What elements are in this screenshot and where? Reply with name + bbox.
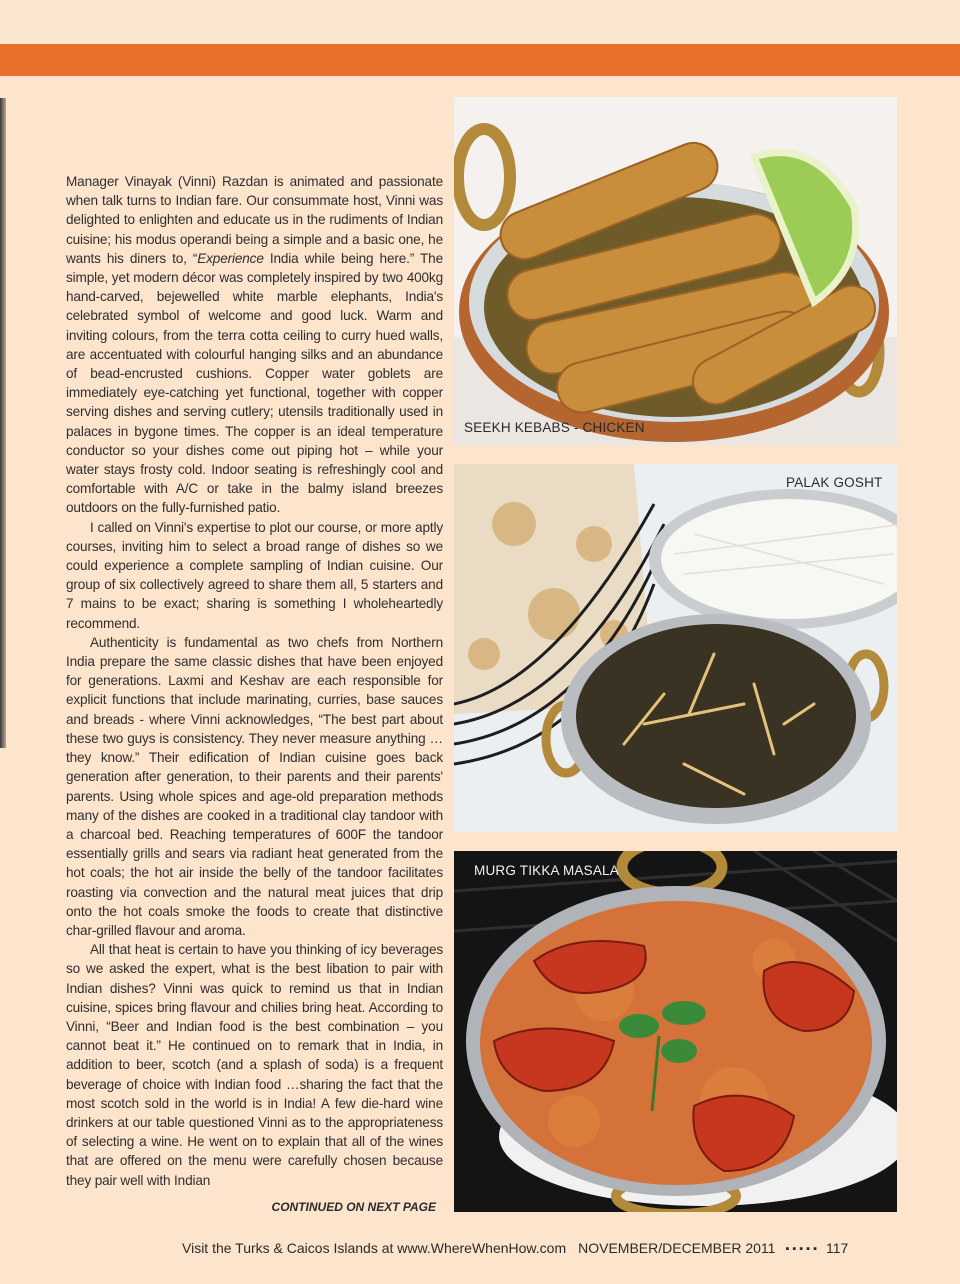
footer-issue: NOVEMBER/DECEMBER 2011 <box>578 1240 776 1256</box>
page-spine-shadow <box>0 98 6 748</box>
footer-dot-separator: ▪▪▪▪▪ <box>785 1243 820 1255</box>
article-body <box>66 172 443 1190</box>
photo-murg-tikka-masala <box>454 851 897 1212</box>
photo-palak-gosht <box>454 464 897 832</box>
page-number: 117 <box>825 1240 849 1256</box>
continued-note: CONTINUED ON NEXT PAGE <box>271 1200 436 1214</box>
caption-seekh-kebabs: SEEKH KEBABS - CHICKEN <box>464 420 645 435</box>
top-margin <box>0 0 960 44</box>
caption-murg-tikka-masala: MURG TIKKA MASALA <box>474 863 619 878</box>
article-paragraph-4: All that heat is certain to have you thinking of icy beverages so we asked the expert, what is the best libation to pair with Indian dishes? Vinni was quick to remind us that in Indian cuisine, spices bring flavour and chilies bring heat. According to Vinni, “Beer and Indian food is the best combination – you cannot beat it.” He continued on to remark that in India, in addition to beer, scotch (and a splash of soda) is a frequent beverage of choice with Indian food …sharing the fact that the most scotch sold in the world is in India! A few die-hard wine drinkers at our table questioned Vinni as to the appropriateness of selecting a wine. He went on to explain that all of the wines that are offered on the menu were carefully chosen because they pair well with Indian <box>66 942 443 1188</box>
palak-gosht-illustration <box>454 464 897 832</box>
seekh-kebab-illustration <box>454 97 897 445</box>
article-paragraph-1: Manager Vinayak (Vinni) Razdan is animated and passionate when talk turns to Indian fare. Our consummate host, Vinni was delighted to enlighten and educate us in the rudiments of Indian cuisine; his modus operandi being a simple and a basic one, he wants his diners to, “Experience India while being here.” The simple, yet modern décor was completely inspired by two 400kg hand-carved, bejewelled white marble elephants, India's celebrated symbol of welcome and good luck. Warm and inviting colours, from the terra cotta ceiling to curry hued walls, are accentuated with colourful hanging silks and an abundance of bead-encrusted cushions. Copper water goblets are immediately eye-catching yet functional, together with copper serving dishes and serving cutlery; utensils traditionally used in palaces in bygone times. The copper is an ideal temperature conductor so your dishes come out piping hot – while your water stays frosty cold. Indoor seating is refreshingly cool and comfortable with A/C or take in the balmy island breezes outdoors on the fully-furnished patio. <box>66 174 443 516</box>
emphasis-experience: Experience <box>197 250 264 266</box>
photo-seekh-kebabs <box>454 97 897 445</box>
murg-tikka-illustration <box>454 851 897 1212</box>
header-accent-bar <box>0 44 960 76</box>
article-paragraph-2: I called on Vinni's expertise to plot our course, or more aptly courses, inviting him to select a broad range of dishes so we could experience a complete sampling of Indian cuisine. Our group of six collectively agreed to share them all, 5 starters and 7 mains to be exact; sharing is something I wholeheartedly recommend. <box>66 519 443 631</box>
footer-visit-text: Visit the Turks & Caicos Islands at www.WhereWhenHow.com <box>182 1240 567 1256</box>
article-paragraph-3: Authenticity is fundamental as two chefs from Northern India prepare the same classic dishes that have been enjoyed for generations. Laxmi and Keshav are each responsible for explicit functions that include marinating, curries, base sauces and breads - where Vinni acknowledges, “The best part about these two guys is consistency. They never measure anything … they know.” Their edification of Indian cuisine goes back generation after generation, to their parents and their parents' parents. Using whole spices and age-old preparation methods many of the dishes are cooked in a traditional clay tandoor with a charcoal bed. Reaching temperatures of 600F the tandoor essentially grills and sears via radiant heat generated from the hot coals; the hot air inside the belly of the tandoor facilitates roasting via convection and the natural meat juices that drip onto the hot coals smoke the foods to create that distinctive char-grilled flavour and aroma. <box>66 634 443 938</box>
caption-palak-gosht: PALAK GOSHT <box>786 475 883 490</box>
page-footer <box>182 1240 898 1256</box>
